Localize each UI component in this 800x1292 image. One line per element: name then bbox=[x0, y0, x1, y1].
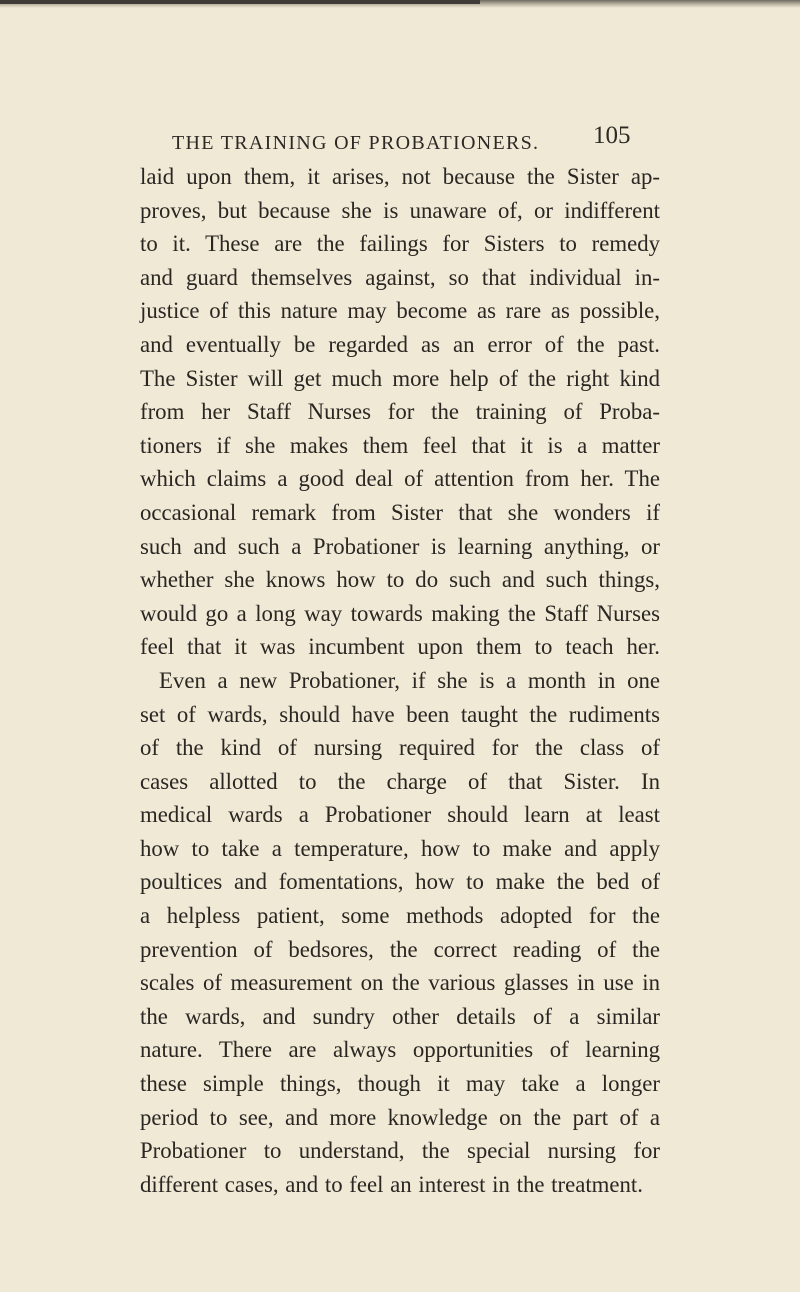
text-line: cases allotted to the charge of that Sister. In bbox=[140, 768, 660, 794]
text-line: to it. These are the failings for Sisters to remedy bbox=[140, 231, 660, 257]
text-line: Probationer to understand, the special nursing for bbox=[140, 1138, 660, 1164]
text-line: would go a long way towards making the Staff Nurses bbox=[140, 600, 660, 626]
running-title: THE TRAINING OF PROBATIONERS. bbox=[172, 132, 540, 154]
text-line: nature. There are always opportunities of learning bbox=[140, 1037, 660, 1063]
text-line: of the kind of nursing required for the class of bbox=[140, 735, 660, 761]
text-line: proves, but because she is unaware of, or indifferent bbox=[140, 197, 660, 223]
text-line: and guard themselves against, so that individual in- bbox=[140, 264, 660, 290]
text-line: these simple things, though it may take a longer bbox=[140, 1071, 660, 1097]
text-line: from her Staff Nurses for the training of Proba- bbox=[140, 399, 660, 425]
page-edge-rule bbox=[0, 0, 480, 4]
text-line: justice of this nature may become as rare as possible, bbox=[140, 298, 660, 324]
text-line: poultices and fomentations, how to make the bed of bbox=[140, 869, 660, 895]
text-line: medical wards a Probationer should learn at least bbox=[140, 802, 660, 828]
text-line: occasional remark from Sister that she wonders if bbox=[140, 499, 660, 525]
paragraph-start-line: Even a new Probationer, if she is a month in one bbox=[159, 667, 660, 693]
page-number: 105 bbox=[593, 122, 631, 149]
text-line: tioners if she makes them feel that it is a matter bbox=[140, 432, 660, 458]
text-line: prevention of bedsores, the correct reading of the bbox=[140, 936, 660, 962]
text-line: The Sister will get much more help of the right kind bbox=[140, 365, 660, 391]
text-line: feel that it was incumbent upon them to teach her. bbox=[140, 634, 660, 660]
body-text bbox=[140, 160, 660, 1201]
text-line: which claims a good deal of attention from her. The bbox=[140, 466, 660, 492]
text-line: such and such a Probationer is learning anything, or bbox=[140, 533, 660, 559]
text-line: laid upon them, it arises, not because the Sister ap- bbox=[140, 164, 660, 189]
text-line: different cases, and to feel an interest in the treatment. bbox=[140, 1171, 643, 1197]
text-line: whether she knows how to do such and such things, bbox=[140, 567, 660, 593]
text-line: the wards, and sundry other details of a similar bbox=[140, 1003, 660, 1029]
text-line: set of wards, should have been taught the rudiments bbox=[140, 701, 660, 727]
text-line: scales of measurement on the various glasses in use in bbox=[140, 970, 660, 996]
text-line: period to see, and more knowledge on the part of a bbox=[140, 1104, 660, 1130]
text-line: how to take a temperature, how to make and apply bbox=[140, 835, 660, 861]
text-line: a helpless patient, some methods adopted for the bbox=[140, 903, 660, 929]
text-line: and eventually be regarded as an error of the past. bbox=[140, 331, 660, 357]
